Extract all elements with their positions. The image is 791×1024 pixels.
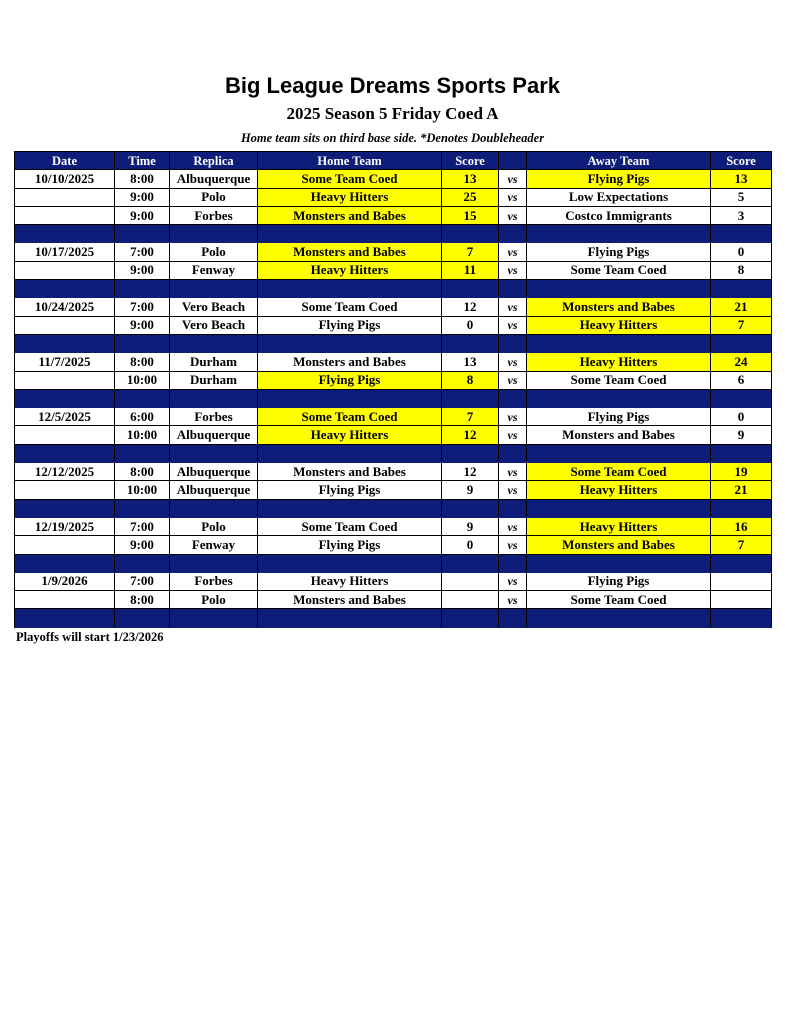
separator-cell bbox=[499, 334, 527, 352]
replica-cell: Vero Beach bbox=[170, 316, 258, 334]
home-score-cell: 12 bbox=[442, 463, 499, 481]
game-row bbox=[15, 243, 772, 261]
col-header-date: Date bbox=[15, 152, 115, 170]
col-header-away-team: Away Team bbox=[527, 152, 711, 170]
replica-cell: Albuquerque bbox=[170, 170, 258, 188]
separator-cell bbox=[258, 444, 442, 462]
date-cell: 1/9/2026 bbox=[15, 572, 115, 590]
week-separator-row bbox=[15, 334, 772, 352]
separator-cell bbox=[711, 554, 772, 572]
time-cell: 9:00 bbox=[115, 261, 170, 279]
game-row bbox=[15, 316, 772, 334]
time-cell: 7:00 bbox=[115, 298, 170, 316]
separator-cell bbox=[499, 444, 527, 462]
game-row bbox=[15, 572, 772, 590]
week-separator-row bbox=[15, 499, 772, 517]
away-score-cell: 0 bbox=[711, 408, 772, 426]
away-score-cell: 8 bbox=[711, 261, 772, 279]
separator-cell bbox=[15, 225, 115, 243]
home-score-cell bbox=[442, 591, 499, 609]
col-header-home-team: Home Team bbox=[258, 152, 442, 170]
separator-cell bbox=[499, 554, 527, 572]
time-cell: 8:00 bbox=[115, 170, 170, 188]
away-team-cell: Low Expectations bbox=[527, 188, 711, 206]
time-cell: 7:00 bbox=[115, 517, 170, 535]
separator-cell bbox=[15, 389, 115, 407]
away-team-cell: Some Team Coed bbox=[527, 371, 711, 389]
separator-cell bbox=[170, 389, 258, 407]
date-cell: 10/10/2025 bbox=[15, 170, 115, 188]
separator-cell bbox=[527, 444, 711, 462]
date-cell bbox=[15, 206, 115, 224]
home-score-cell: 12 bbox=[442, 298, 499, 316]
home-score-cell bbox=[442, 572, 499, 590]
away-score-cell: 5 bbox=[711, 188, 772, 206]
vs-cell: vs bbox=[499, 517, 527, 535]
away-score-cell: 24 bbox=[711, 353, 772, 371]
separator-cell bbox=[499, 389, 527, 407]
away-score-cell: 19 bbox=[711, 463, 772, 481]
separator-cell bbox=[711, 499, 772, 517]
separator-cell bbox=[442, 280, 499, 298]
home-team-cell: Some Team Coed bbox=[258, 170, 442, 188]
time-cell: 10:00 bbox=[115, 426, 170, 444]
away-score-cell: 9 bbox=[711, 426, 772, 444]
separator-cell bbox=[499, 280, 527, 298]
separator-cell bbox=[527, 280, 711, 298]
separator-cell bbox=[711, 334, 772, 352]
replica-cell: Durham bbox=[170, 371, 258, 389]
time-cell: 7:00 bbox=[115, 572, 170, 590]
date-cell bbox=[15, 481, 115, 499]
week-separator-row bbox=[15, 389, 772, 407]
col-header-time: Time bbox=[115, 152, 170, 170]
game-row bbox=[15, 188, 772, 206]
vs-cell: vs bbox=[499, 572, 527, 590]
replica-cell: Fenway bbox=[170, 261, 258, 279]
separator-cell bbox=[527, 609, 711, 627]
time-cell: 8:00 bbox=[115, 591, 170, 609]
away-team-cell: Heavy Hitters bbox=[527, 353, 711, 371]
replica-cell: Forbes bbox=[170, 408, 258, 426]
vs-cell: vs bbox=[499, 591, 527, 609]
away-score-cell: 16 bbox=[711, 517, 772, 535]
separator-cell bbox=[15, 554, 115, 572]
away-score-cell: 13 bbox=[711, 170, 772, 188]
home-team-cell: Heavy Hitters bbox=[258, 188, 442, 206]
replica-cell: Forbes bbox=[170, 572, 258, 590]
home-team-cell: Flying Pigs bbox=[258, 371, 442, 389]
away-team-cell: Monsters and Babes bbox=[527, 536, 711, 554]
home-team-cell: Flying Pigs bbox=[258, 481, 442, 499]
col-header-replica: Replica bbox=[170, 152, 258, 170]
vs-cell: vs bbox=[499, 243, 527, 261]
home-team-cell: Monsters and Babes bbox=[258, 206, 442, 224]
vs-cell: vs bbox=[499, 426, 527, 444]
time-cell: 7:00 bbox=[115, 243, 170, 261]
home-team-cell: Heavy Hitters bbox=[258, 426, 442, 444]
week-separator-row bbox=[15, 554, 772, 572]
separator-cell bbox=[115, 444, 170, 462]
vs-cell: vs bbox=[499, 316, 527, 334]
game-row bbox=[15, 371, 772, 389]
home-team-cell: Monsters and Babes bbox=[258, 243, 442, 261]
separator-cell bbox=[115, 389, 170, 407]
away-score-cell bbox=[711, 572, 772, 590]
game-row bbox=[15, 426, 772, 444]
time-cell: 8:00 bbox=[115, 353, 170, 371]
vs-cell: vs bbox=[499, 408, 527, 426]
away-team-cell: Flying Pigs bbox=[527, 572, 711, 590]
replica-cell: Albuquerque bbox=[170, 481, 258, 499]
separator-cell bbox=[499, 225, 527, 243]
separator-cell bbox=[15, 280, 115, 298]
home-score-cell: 7 bbox=[442, 408, 499, 426]
separator-cell bbox=[258, 280, 442, 298]
vs-cell: vs bbox=[499, 371, 527, 389]
separator-cell bbox=[527, 389, 711, 407]
away-team-cell: Flying Pigs bbox=[527, 243, 711, 261]
separator-cell bbox=[170, 225, 258, 243]
time-cell: 10:00 bbox=[115, 371, 170, 389]
game-row bbox=[15, 353, 772, 371]
date-cell: 12/5/2025 bbox=[15, 408, 115, 426]
game-row bbox=[15, 517, 772, 535]
date-cell: 10/17/2025 bbox=[15, 243, 115, 261]
time-cell: 10:00 bbox=[115, 481, 170, 499]
home-team-cell: Flying Pigs bbox=[258, 536, 442, 554]
home-score-cell: 9 bbox=[442, 517, 499, 535]
separator-cell bbox=[170, 499, 258, 517]
away-team-cell: Monsters and Babes bbox=[527, 426, 711, 444]
replica-cell: Polo bbox=[170, 591, 258, 609]
date-cell: 12/19/2025 bbox=[15, 517, 115, 535]
home-team-cell: Monsters and Babes bbox=[258, 591, 442, 609]
separator-cell bbox=[258, 225, 442, 243]
time-cell: 8:00 bbox=[115, 463, 170, 481]
separator-cell bbox=[527, 334, 711, 352]
away-score-cell: 21 bbox=[711, 298, 772, 316]
replica-cell: Fenway bbox=[170, 536, 258, 554]
home-team-cell: Some Team Coed bbox=[258, 408, 442, 426]
date-cell bbox=[15, 316, 115, 334]
date-cell: 11/7/2025 bbox=[15, 353, 115, 371]
separator-cell bbox=[115, 499, 170, 517]
time-cell: 9:00 bbox=[115, 536, 170, 554]
week-separator-row bbox=[15, 225, 772, 243]
away-score-cell: 7 bbox=[711, 316, 772, 334]
game-row bbox=[15, 206, 772, 224]
separator-cell bbox=[258, 499, 442, 517]
away-score-cell: 7 bbox=[711, 536, 772, 554]
home-team-cell: Heavy Hitters bbox=[258, 261, 442, 279]
date-cell bbox=[15, 371, 115, 389]
separator-cell bbox=[527, 554, 711, 572]
away-team-cell: Flying Pigs bbox=[527, 170, 711, 188]
vs-cell: vs bbox=[499, 298, 527, 316]
playoffs-note: Playoffs will start 1/23/2026 bbox=[16, 630, 164, 644]
header-row bbox=[15, 152, 772, 170]
col-header-vs bbox=[499, 152, 527, 170]
away-score-cell: 21 bbox=[711, 481, 772, 499]
date-cell: 12/12/2025 bbox=[15, 463, 115, 481]
game-row bbox=[15, 481, 772, 499]
separator-cell bbox=[442, 334, 499, 352]
separator-cell bbox=[170, 334, 258, 352]
separator-cell bbox=[442, 554, 499, 572]
separator-cell bbox=[15, 499, 115, 517]
schedule-table bbox=[14, 151, 772, 628]
home-score-cell: 8 bbox=[442, 371, 499, 389]
game-row bbox=[15, 408, 772, 426]
vs-cell: vs bbox=[499, 536, 527, 554]
replica-cell: Polo bbox=[170, 517, 258, 535]
replica-cell: Durham bbox=[170, 353, 258, 371]
home-score-cell: 11 bbox=[442, 261, 499, 279]
separator-cell bbox=[115, 554, 170, 572]
away-team-cell: Costco Immigrants bbox=[527, 206, 711, 224]
separator-cell bbox=[442, 444, 499, 462]
replica-cell: Polo bbox=[170, 243, 258, 261]
home-team-cell: Some Team Coed bbox=[258, 517, 442, 535]
time-cell: 9:00 bbox=[115, 316, 170, 334]
home-score-cell: 13 bbox=[442, 353, 499, 371]
separator-cell bbox=[170, 444, 258, 462]
home-team-cell: Heavy Hitters bbox=[258, 572, 442, 590]
game-row bbox=[15, 298, 772, 316]
game-row bbox=[15, 536, 772, 554]
separator-cell bbox=[115, 609, 170, 627]
replica-cell: Albuquerque bbox=[170, 426, 258, 444]
week-separator-row bbox=[15, 280, 772, 298]
col-header-home-score: Score bbox=[442, 152, 499, 170]
separator-cell bbox=[170, 554, 258, 572]
home-team-cell: Some Team Coed bbox=[258, 298, 442, 316]
game-row bbox=[15, 261, 772, 279]
vs-cell: vs bbox=[499, 481, 527, 499]
separator-cell bbox=[711, 609, 772, 627]
home-team-cell: Flying Pigs bbox=[258, 316, 442, 334]
vs-cell: vs bbox=[499, 170, 527, 188]
separator-cell bbox=[499, 499, 527, 517]
separator-cell bbox=[527, 225, 711, 243]
separator-cell bbox=[442, 499, 499, 517]
separator-cell bbox=[15, 609, 115, 627]
away-team-cell: Monsters and Babes bbox=[527, 298, 711, 316]
home-score-cell: 25 bbox=[442, 188, 499, 206]
date-cell bbox=[15, 261, 115, 279]
separator-cell bbox=[527, 499, 711, 517]
home-score-cell: 12 bbox=[442, 426, 499, 444]
away-team-cell: Heavy Hitters bbox=[527, 316, 711, 334]
season-subtitle: 2025 Season 5 Friday Coed A bbox=[286, 104, 499, 123]
home-score-cell: 0 bbox=[442, 536, 499, 554]
game-row bbox=[15, 463, 772, 481]
separator-cell bbox=[258, 554, 442, 572]
separator-cell bbox=[15, 444, 115, 462]
separator-cell bbox=[711, 389, 772, 407]
page-title: Big League Dreams Sports Park bbox=[224, 73, 560, 98]
date-cell bbox=[15, 188, 115, 206]
separator-cell bbox=[258, 334, 442, 352]
home-score-cell: 7 bbox=[442, 243, 499, 261]
separator-cell bbox=[711, 225, 772, 243]
separator-cell bbox=[442, 609, 499, 627]
separator-cell bbox=[258, 609, 442, 627]
date-cell bbox=[15, 426, 115, 444]
away-team-cell: Some Team Coed bbox=[527, 591, 711, 609]
date-cell bbox=[15, 536, 115, 554]
home-team-cell: Monsters and Babes bbox=[258, 463, 442, 481]
separator-cell bbox=[115, 334, 170, 352]
replica-cell: Polo bbox=[170, 188, 258, 206]
separator-cell bbox=[711, 444, 772, 462]
home-score-cell: 0 bbox=[442, 316, 499, 334]
away-team-cell: Heavy Hitters bbox=[527, 517, 711, 535]
separator-cell bbox=[170, 280, 258, 298]
time-cell: 9:00 bbox=[115, 188, 170, 206]
away-team-cell: Flying Pigs bbox=[527, 408, 711, 426]
home-score-cell: 15 bbox=[442, 206, 499, 224]
vs-cell: vs bbox=[499, 261, 527, 279]
separator-cell bbox=[15, 334, 115, 352]
separator-cell bbox=[258, 389, 442, 407]
vs-cell: vs bbox=[499, 188, 527, 206]
week-separator-row bbox=[15, 609, 772, 627]
schedule-body bbox=[15, 170, 772, 627]
home-team-cell: Monsters and Babes bbox=[258, 353, 442, 371]
home-score-cell: 9 bbox=[442, 481, 499, 499]
date-cell bbox=[15, 591, 115, 609]
home-team-note: Home team sits on third base side. *Denotes Doubleheader bbox=[240, 131, 545, 145]
separator-cell bbox=[115, 280, 170, 298]
date-cell: 10/24/2025 bbox=[15, 298, 115, 316]
away-team-cell: Heavy Hitters bbox=[527, 481, 711, 499]
away-score-cell: 0 bbox=[711, 243, 772, 261]
replica-cell: Vero Beach bbox=[170, 298, 258, 316]
replica-cell: Albuquerque bbox=[170, 463, 258, 481]
time-cell: 9:00 bbox=[115, 206, 170, 224]
away-score-cell bbox=[711, 591, 772, 609]
replica-cell: Forbes bbox=[170, 206, 258, 224]
away-team-cell: Some Team Coed bbox=[527, 463, 711, 481]
vs-cell: vs bbox=[499, 353, 527, 371]
separator-cell bbox=[442, 389, 499, 407]
separator-cell bbox=[442, 225, 499, 243]
separator-cell bbox=[499, 609, 527, 627]
away-team-cell: Some Team Coed bbox=[527, 261, 711, 279]
away-score-cell: 6 bbox=[711, 371, 772, 389]
vs-cell: vs bbox=[499, 463, 527, 481]
away-score-cell: 3 bbox=[711, 206, 772, 224]
separator-cell bbox=[115, 225, 170, 243]
game-row bbox=[15, 591, 772, 609]
separator-cell bbox=[170, 609, 258, 627]
separator-cell bbox=[711, 280, 772, 298]
week-separator-row bbox=[15, 444, 772, 462]
game-row bbox=[15, 170, 772, 188]
time-cell: 6:00 bbox=[115, 408, 170, 426]
col-header-away-score: Score bbox=[711, 152, 772, 170]
vs-cell: vs bbox=[499, 206, 527, 224]
home-score-cell: 13 bbox=[442, 170, 499, 188]
